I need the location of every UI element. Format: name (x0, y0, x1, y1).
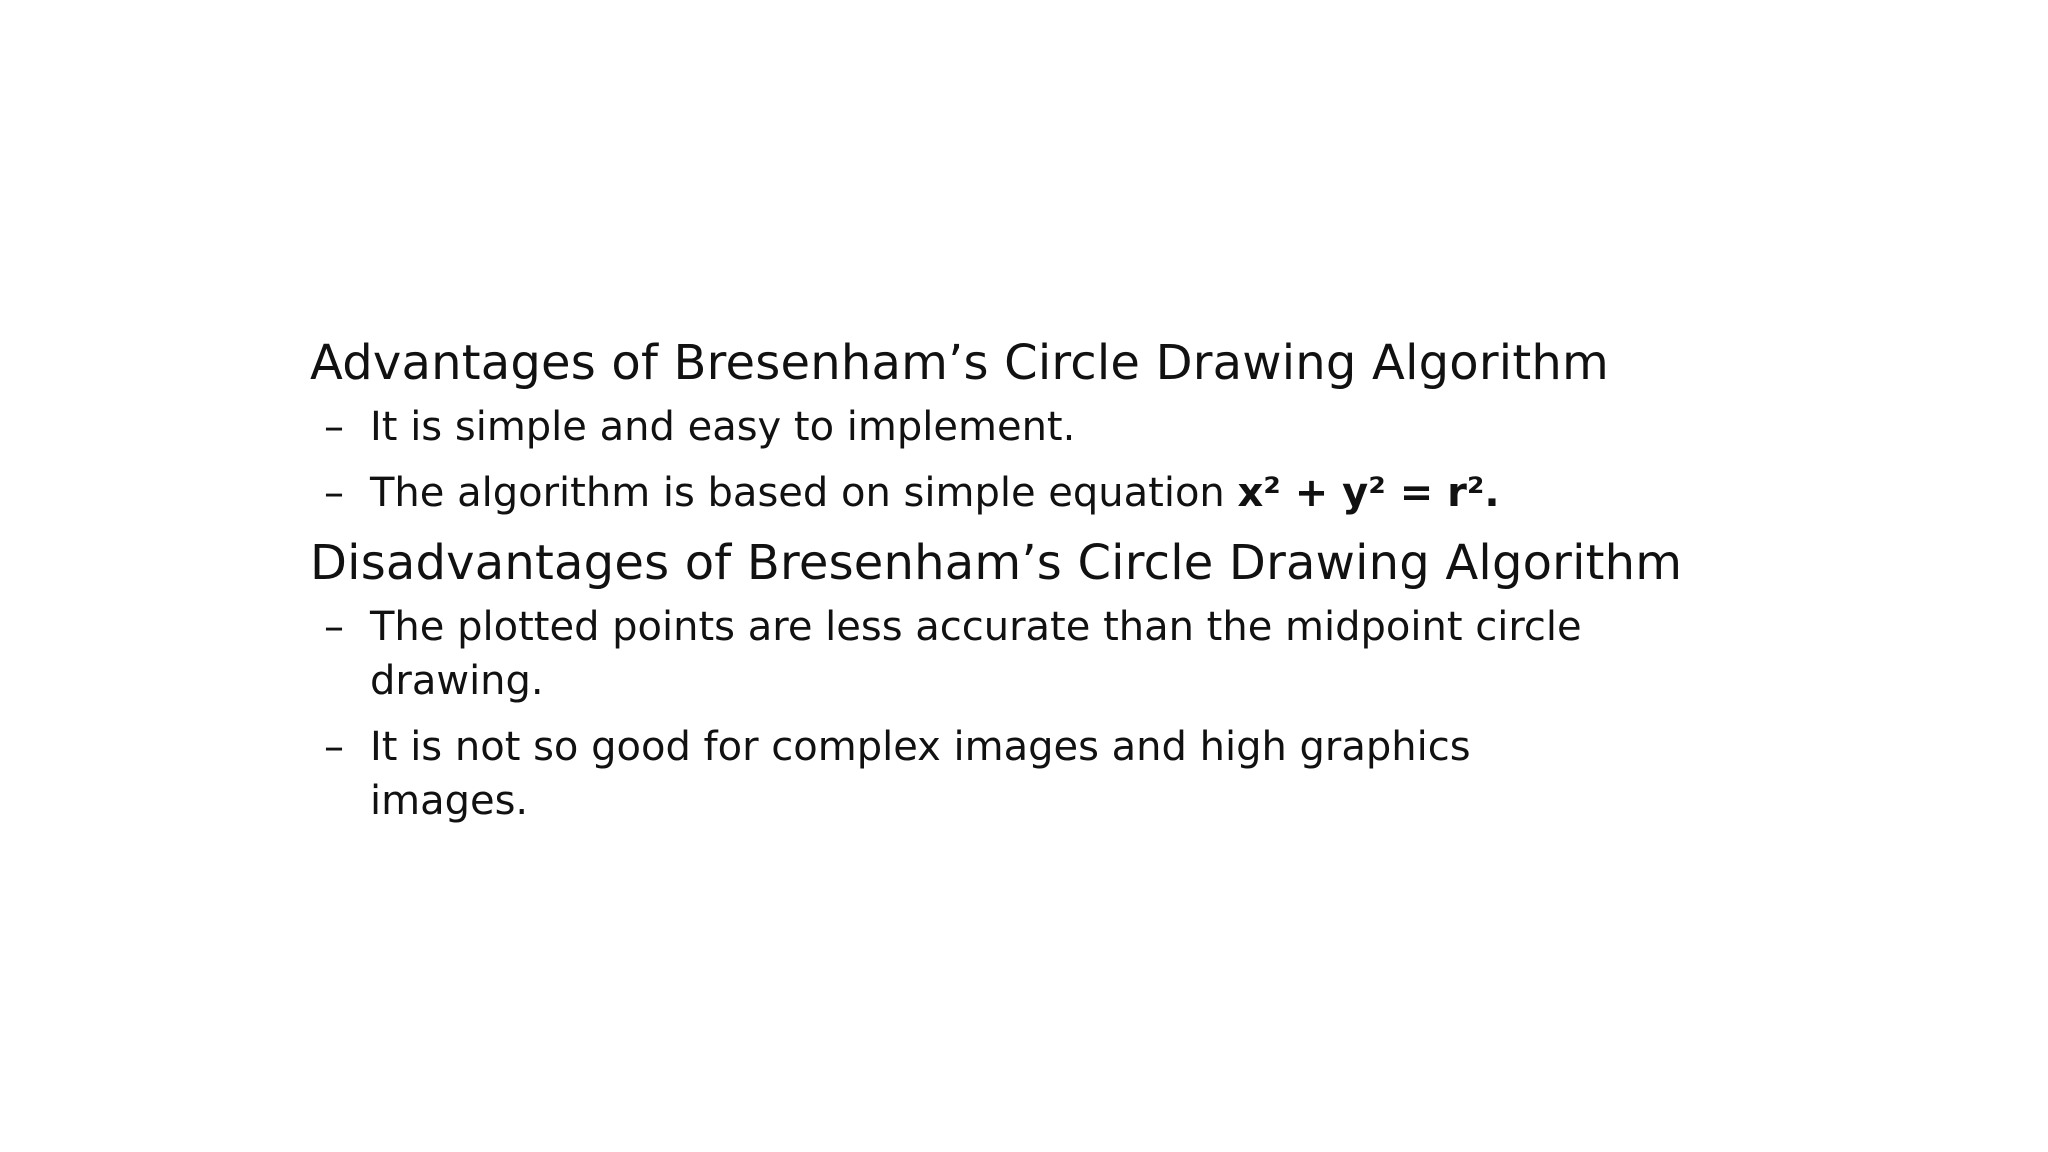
dash-bullet-icon: – (324, 470, 344, 516)
list-item (310, 600, 1710, 708)
advantages-heading: Advantages of Bresenham’s Circle Drawing Algorithm (310, 335, 1609, 391)
list-item (310, 400, 1710, 454)
list-item (310, 720, 1710, 828)
disadvantage-text-1: The plotted points are less accurate than the midpoint circle drawing. (370, 604, 1582, 704)
advantage-text-2-wrapper (370, 466, 1610, 520)
disadvantages-list (310, 600, 1710, 828)
dash-bullet-icon: – (324, 724, 344, 770)
disadvantages-heading: Disadvantages of Bresenham’s Circle Drawing Algorithm (310, 535, 1683, 591)
dash-bullet-icon: – (324, 604, 344, 650)
advantages-list (310, 400, 1710, 520)
slide-content (310, 332, 1710, 840)
list-item (310, 466, 1710, 520)
disadvantage-text-2: It is not so good for complex images and high graphics images. (370, 724, 1471, 824)
circle-equation: x² + y² = r². (1237, 470, 1500, 516)
advantage-text-1: It is simple and easy to implement. (370, 404, 1076, 450)
dash-bullet-icon: – (324, 404, 344, 450)
advantage-text-2: The algorithm is based on simple equation (370, 470, 1238, 516)
